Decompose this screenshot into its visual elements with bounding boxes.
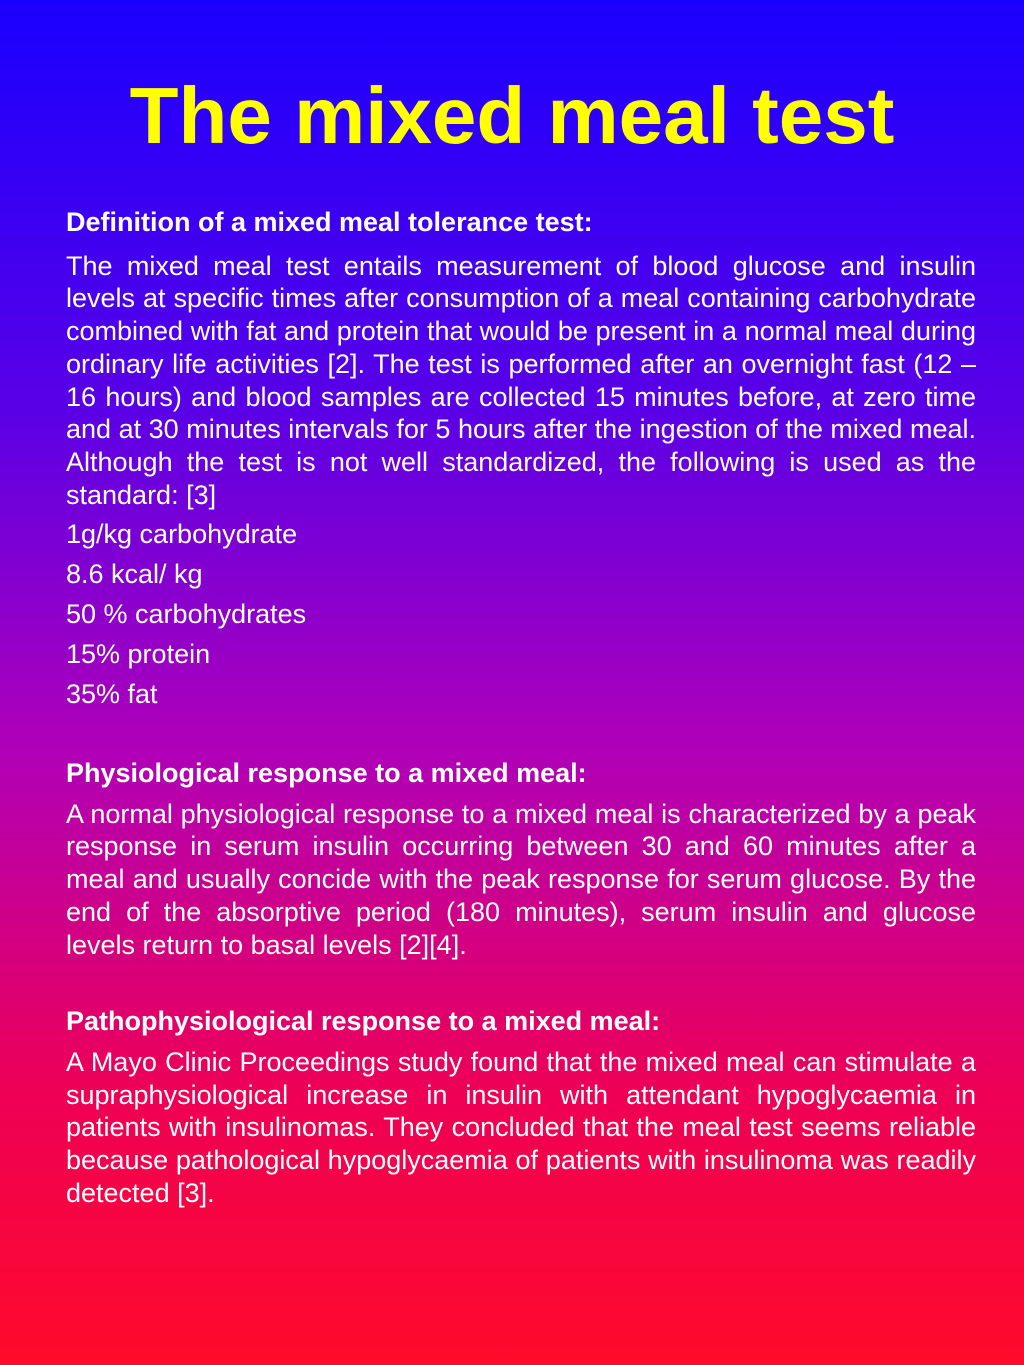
standard-item: 1g/kg carbohydrate xyxy=(66,519,298,550)
physiological-heading: Physiological response to a mixed meal: xyxy=(66,758,587,789)
standard-item: 15% protein xyxy=(66,639,211,670)
slide-content xyxy=(66,206,976,1209)
pathophysiological-body: A Mayo Clinic Proceedings study found that the mixed meal can stimulate a supraphysiological increase in insulin with attendant hypoglycaemia in patients with insulinomas. They concluded that the meal test seems reliable because pathological hypoglycaemia of patients with insulinoma was readily detected [3]. xyxy=(66,1046,976,1208)
definition-body: The mixed meal test entails measurement of blood glucose and insulin levels at specific times after consumption of a meal containing carbohydrate combined with fat and protein that would be present in a normal meal during ordinary life activities [2]. The test is performed after an overnight fast (12 – 16 hours) and blood samples are collected 15 minutes before, at zero time and at 30 minutes intervals for 5 hours after the ingestion of the mixed meal. Although the test is not well standardized, the following is used as the standard: [3] xyxy=(66,250,976,510)
standard-item: 50 % carbohydrates xyxy=(66,599,307,630)
pathophysiological-heading: Pathophysiological response to a mixed meal: xyxy=(66,1006,661,1037)
standard-item: 8.6 kcal/ kg xyxy=(66,559,203,590)
slide-title: The mixed meal test xyxy=(129,71,895,160)
definition-heading: Definition of a mixed meal tolerance test: xyxy=(66,207,593,237)
standard-item: 35% fat xyxy=(66,679,158,710)
standard-list xyxy=(66,518,976,711)
physiological-body: A normal physiological response to a mixed meal is characterized by a peak response in serum insulin occurring between 30 and 60 minutes after a meal and usually concide with the peak response for serum glucose. By the end of the absorptive period (180 minutes), serum insulin and glucose levels return to basal levels [2][4]. xyxy=(66,798,976,960)
